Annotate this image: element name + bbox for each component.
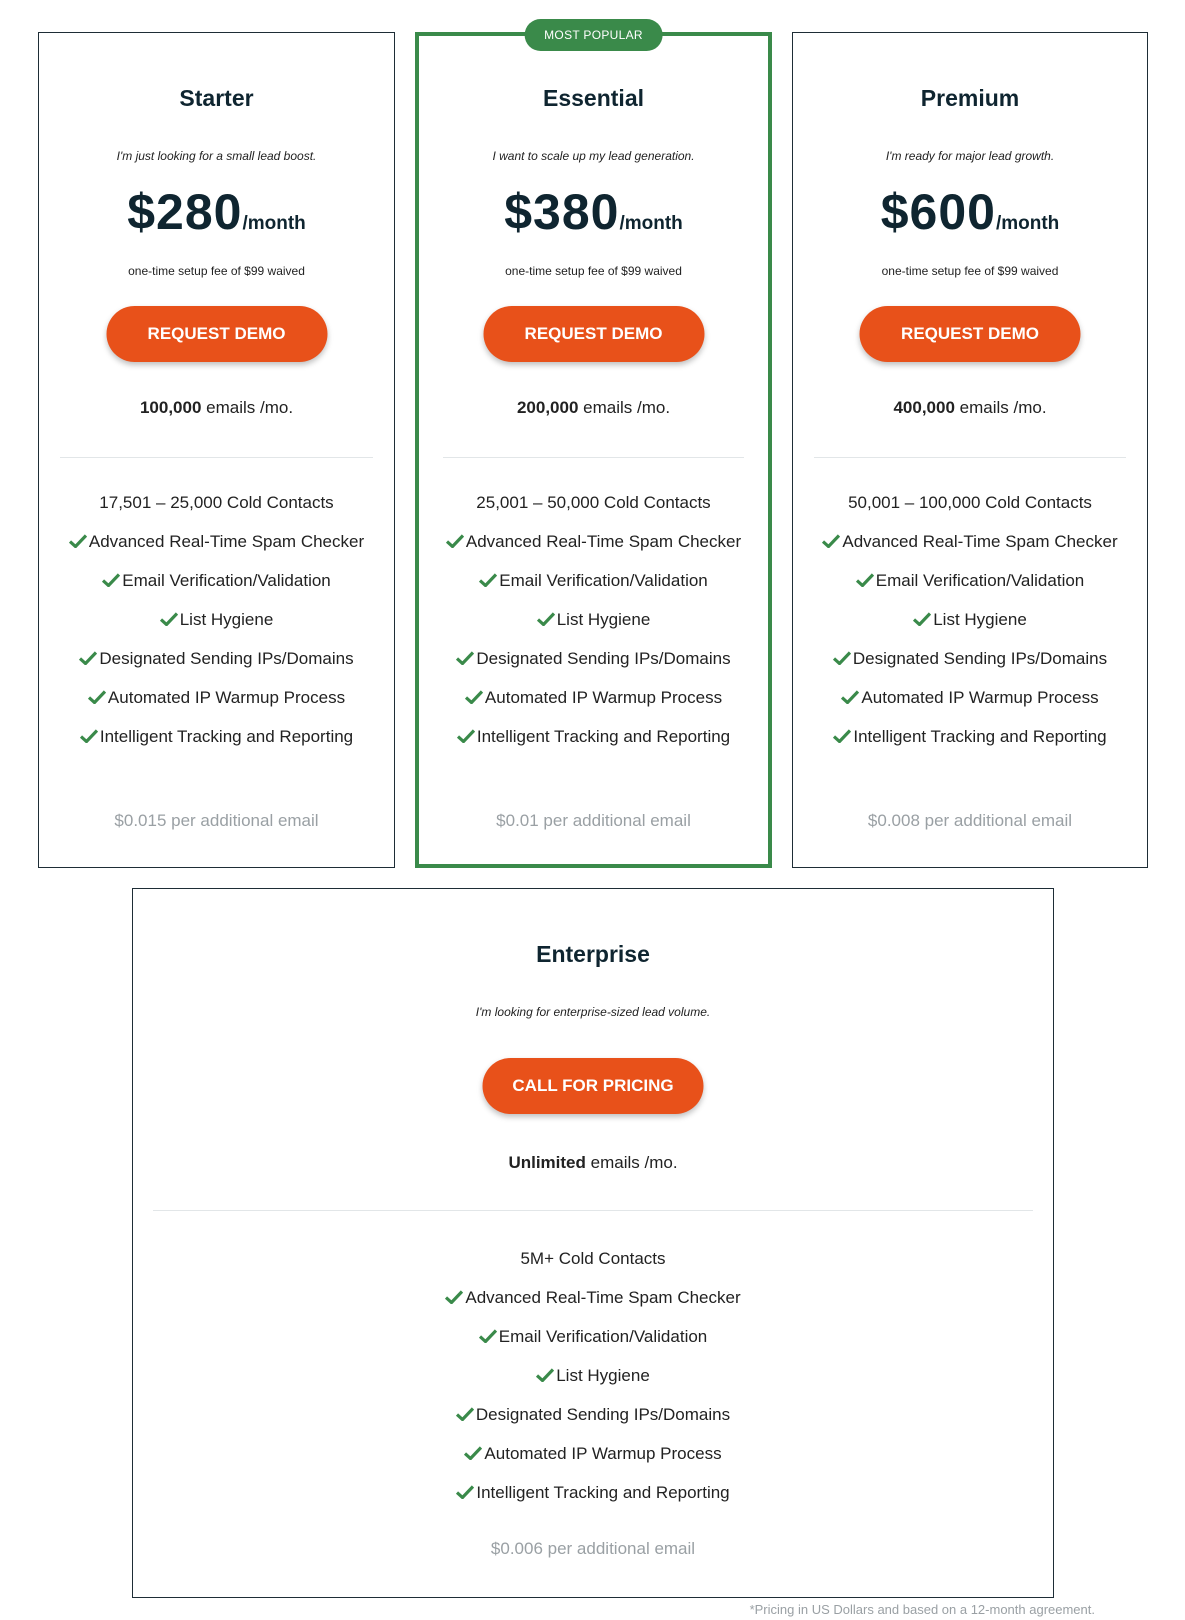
feature-contacts: 17,501 – 25,000 Cold Contacts <box>99 493 334 512</box>
check-icon <box>160 612 178 626</box>
check-icon <box>536 1368 554 1382</box>
feature-item <box>815 725 1125 749</box>
plan-title: Premium <box>920 85 1020 111</box>
feature-label: Intelligent Tracking and Reporting <box>853 727 1107 746</box>
check-icon <box>446 534 464 548</box>
email-volume <box>793 398 1147 418</box>
check-icon <box>69 534 87 548</box>
feature-list <box>133 1247 1053 1520</box>
feature-label: List Hygiene <box>933 610 1027 629</box>
check-icon <box>456 1485 474 1499</box>
check-icon <box>913 612 931 626</box>
feature-item <box>61 569 372 593</box>
feature-label: Intelligent Tracking and Reporting <box>476 1483 730 1502</box>
check-icon <box>456 1407 474 1421</box>
plan-tagline: I'm ready for major lead growth. <box>885 149 1055 163</box>
feature-item <box>61 686 372 710</box>
plan-price <box>793 183 1147 241</box>
plan-card-premium <box>792 32 1148 868</box>
feature-label: Intelligent Tracking and Reporting <box>476 727 731 746</box>
feature-item <box>441 647 746 671</box>
feature-item <box>815 647 1125 671</box>
feature-item <box>61 608 372 632</box>
feature-item <box>155 1325 1031 1349</box>
pricing-footnote: *Pricing in US Dollars and based on a 12-month agreement. <box>749 1602 1095 1617</box>
divider <box>814 457 1126 458</box>
check-icon <box>856 573 874 587</box>
feature-item <box>815 530 1125 554</box>
price-period: /month <box>242 213 306 234</box>
feature-label: Advanced Real-Time Spam Checker <box>465 1288 741 1307</box>
price-period: /month <box>619 213 683 234</box>
feature-list <box>793 491 1147 764</box>
email-volume <box>39 398 394 418</box>
request-demo-button[interactable]: REQUEST DEMO <box>483 306 704 362</box>
feature-label: Email Verification/Validation <box>499 571 708 590</box>
feature-label: Advanced Real-Time Spam Checker <box>465 532 742 551</box>
plan-price <box>39 183 394 241</box>
check-icon <box>537 612 555 626</box>
feature-label: List Hygiene <box>179 610 274 629</box>
price-amount: $600 <box>880 184 996 240</box>
check-icon <box>822 534 840 548</box>
check-icon <box>841 690 859 704</box>
feature-label: Automated IP Warmup Process <box>484 688 723 707</box>
price-period: /month <box>995 213 1060 234</box>
email-volume-unit: emails /mo. <box>201 398 294 417</box>
call-for-pricing-button[interactable]: CALL FOR PRICING <box>483 1058 704 1114</box>
email-volume-unit: emails /mo. <box>578 398 671 417</box>
feature-label: Automated IP Warmup Process <box>861 688 1099 707</box>
feature-item <box>441 686 746 710</box>
email-volume-unit: emails /mo. <box>585 1153 678 1172</box>
check-icon <box>457 729 475 743</box>
additional-email-price: $0.015 per additional email <box>114 811 319 830</box>
check-icon <box>102 573 120 587</box>
feature-item <box>155 1286 1031 1310</box>
divider <box>60 457 373 458</box>
check-icon <box>479 573 497 587</box>
plan-price <box>419 183 768 241</box>
feature-list <box>419 491 768 764</box>
feature-contacts: 25,001 – 50,000 Cold Contacts <box>476 493 711 512</box>
feature-label: Email Verification/Validation <box>498 1327 708 1346</box>
divider <box>153 1210 1033 1211</box>
check-icon <box>88 690 106 704</box>
plan-title: Starter <box>179 85 254 111</box>
check-icon <box>479 1329 497 1343</box>
feature-item <box>155 1481 1031 1505</box>
feature-item <box>61 530 372 554</box>
plan-title: Enterprise <box>536 941 650 967</box>
plan-title: Essential <box>543 85 644 111</box>
check-icon <box>445 1290 463 1304</box>
feature-item <box>155 1364 1031 1388</box>
feature-label: Email Verification/Validation <box>122 571 331 590</box>
plan-tagline: I'm looking for enterprise-sized lead volume. <box>475 1005 711 1019</box>
plan-card-enterprise <box>132 888 1054 1598</box>
check-icon <box>833 651 851 665</box>
feature-item <box>441 569 746 593</box>
check-icon <box>79 651 97 665</box>
feature-label: Automated IP Warmup Process <box>484 1444 722 1463</box>
most-popular-badge: MOST POPULAR <box>524 19 663 51</box>
feature-label: Designated Sending IPs/Domains <box>475 1405 731 1424</box>
request-demo-button[interactable]: REQUEST DEMO <box>106 306 327 362</box>
email-volume-value: 400,000 <box>893 398 955 417</box>
check-icon <box>456 651 474 665</box>
feature-item <box>815 608 1125 632</box>
feature-item <box>61 725 372 749</box>
feature-item <box>815 686 1125 710</box>
feature-item <box>815 569 1125 593</box>
email-volume-value: 100,000 <box>139 398 202 417</box>
feature-contacts: 5M+ Cold Contacts <box>520 1249 666 1268</box>
feature-label: Intelligent Tracking and Reporting <box>99 727 354 746</box>
feature-label: Email Verification/Validation <box>875 571 1085 590</box>
check-icon <box>464 1446 482 1460</box>
feature-item <box>155 1403 1031 1427</box>
feature-item <box>61 647 372 671</box>
additional-email-price: $0.006 per additional email <box>490 1539 696 1558</box>
setup-fee-note: one-time setup fee of $99 waived <box>881 264 1059 278</box>
plan-card-essential <box>415 28 772 868</box>
divider <box>443 457 744 458</box>
feature-item <box>441 725 746 749</box>
feature-label: Designated Sending IPs/Domains <box>476 649 731 668</box>
plan-tagline: I'm just looking for a small lead boost. <box>116 149 317 163</box>
setup-fee-note: one-time setup fee of $99 waived <box>505 264 682 278</box>
email-volume <box>133 1153 1053 1173</box>
additional-email-price: $0.01 per additional email <box>496 811 691 830</box>
feature-item <box>441 608 746 632</box>
feature-label: Designated Sending IPs/Domains <box>99 649 354 668</box>
check-icon <box>833 729 851 743</box>
email-volume-value: 200,000 <box>516 398 579 417</box>
email-volume-value: Unlimited <box>508 1153 586 1172</box>
price-amount: $280 <box>127 184 243 240</box>
feature-label: Designated Sending IPs/Domains <box>852 649 1108 668</box>
check-icon <box>80 729 98 743</box>
feature-list <box>39 491 394 764</box>
email-volume <box>419 398 768 418</box>
feature-item <box>155 1442 1031 1466</box>
feature-label: List Hygiene <box>556 610 651 629</box>
request-demo-button[interactable]: REQUEST DEMO <box>860 306 1081 362</box>
setup-fee-note: one-time setup fee of $99 waived <box>128 264 305 278</box>
email-volume-unit: emails /mo. <box>954 398 1047 417</box>
feature-contacts: 50,001 – 100,000 Cold Contacts <box>848 493 1092 512</box>
plan-card-starter <box>38 32 395 868</box>
feature-label: Automated IP Warmup Process <box>107 688 346 707</box>
price-amount: $380 <box>504 184 620 240</box>
check-icon <box>465 690 483 704</box>
feature-label: Advanced Real-Time Spam Checker <box>842 532 1118 551</box>
plan-tagline: I want to scale up my lead generation. <box>492 149 695 163</box>
feature-item <box>441 530 746 554</box>
feature-label: Advanced Real-Time Spam Checker <box>88 532 365 551</box>
feature-label: List Hygiene <box>556 1366 650 1385</box>
additional-email-price: $0.008 per additional email <box>867 811 1073 830</box>
